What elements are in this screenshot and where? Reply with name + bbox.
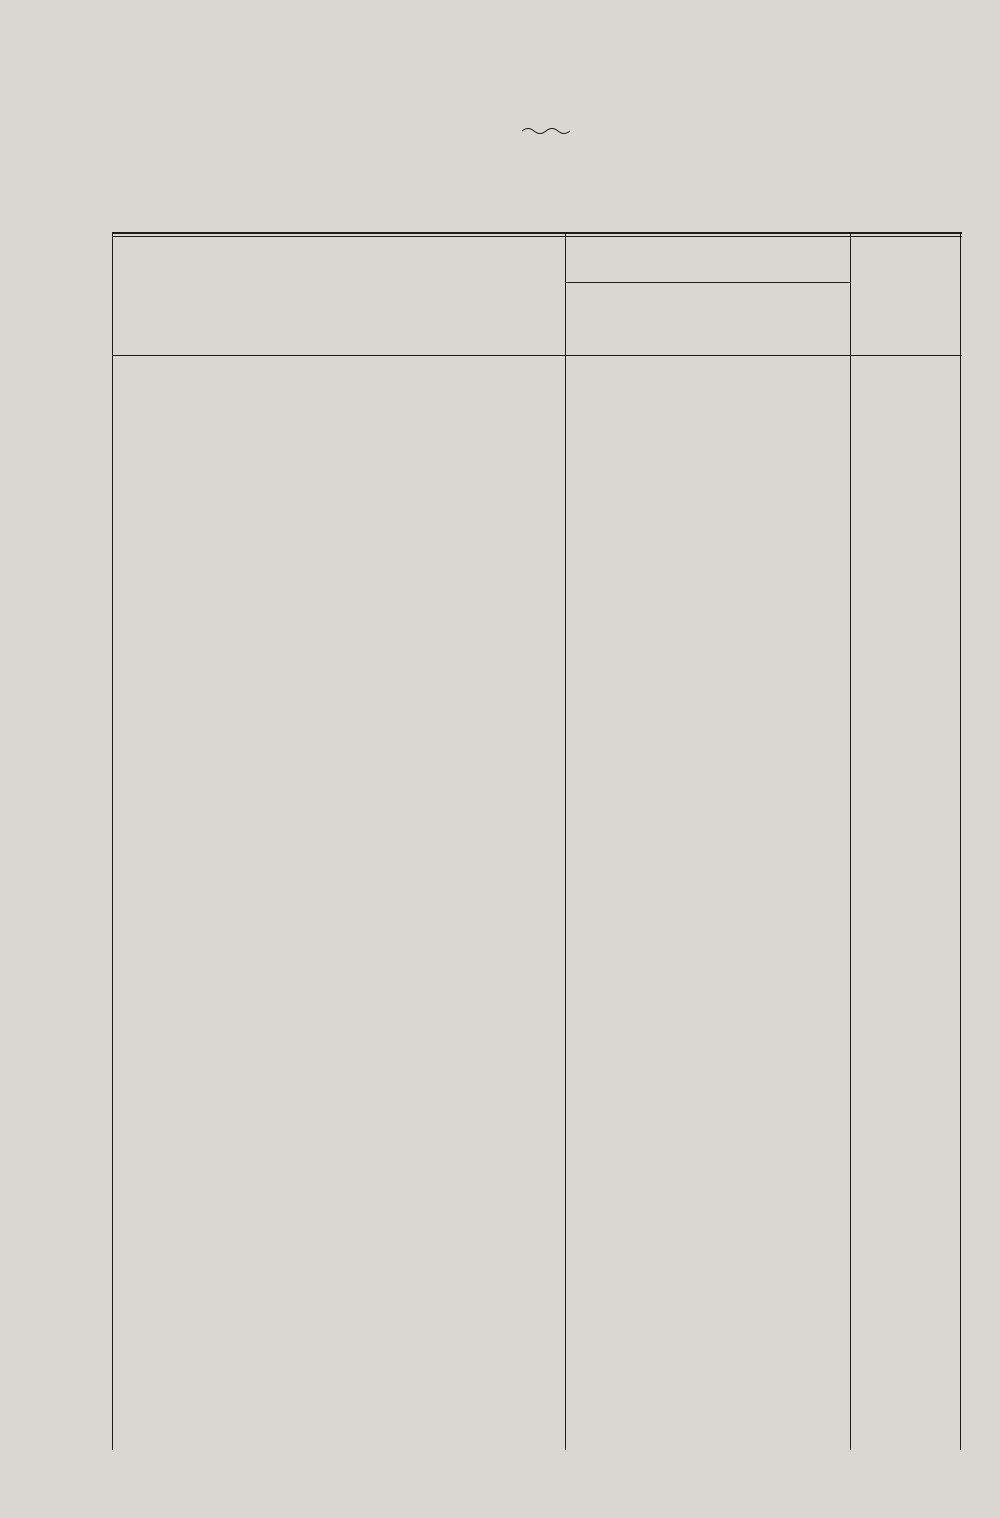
statistics-table: [112, 228, 962, 1443]
page-number-ornament: [522, 126, 570, 136]
zusamen-header: [882, 245, 916, 350]
